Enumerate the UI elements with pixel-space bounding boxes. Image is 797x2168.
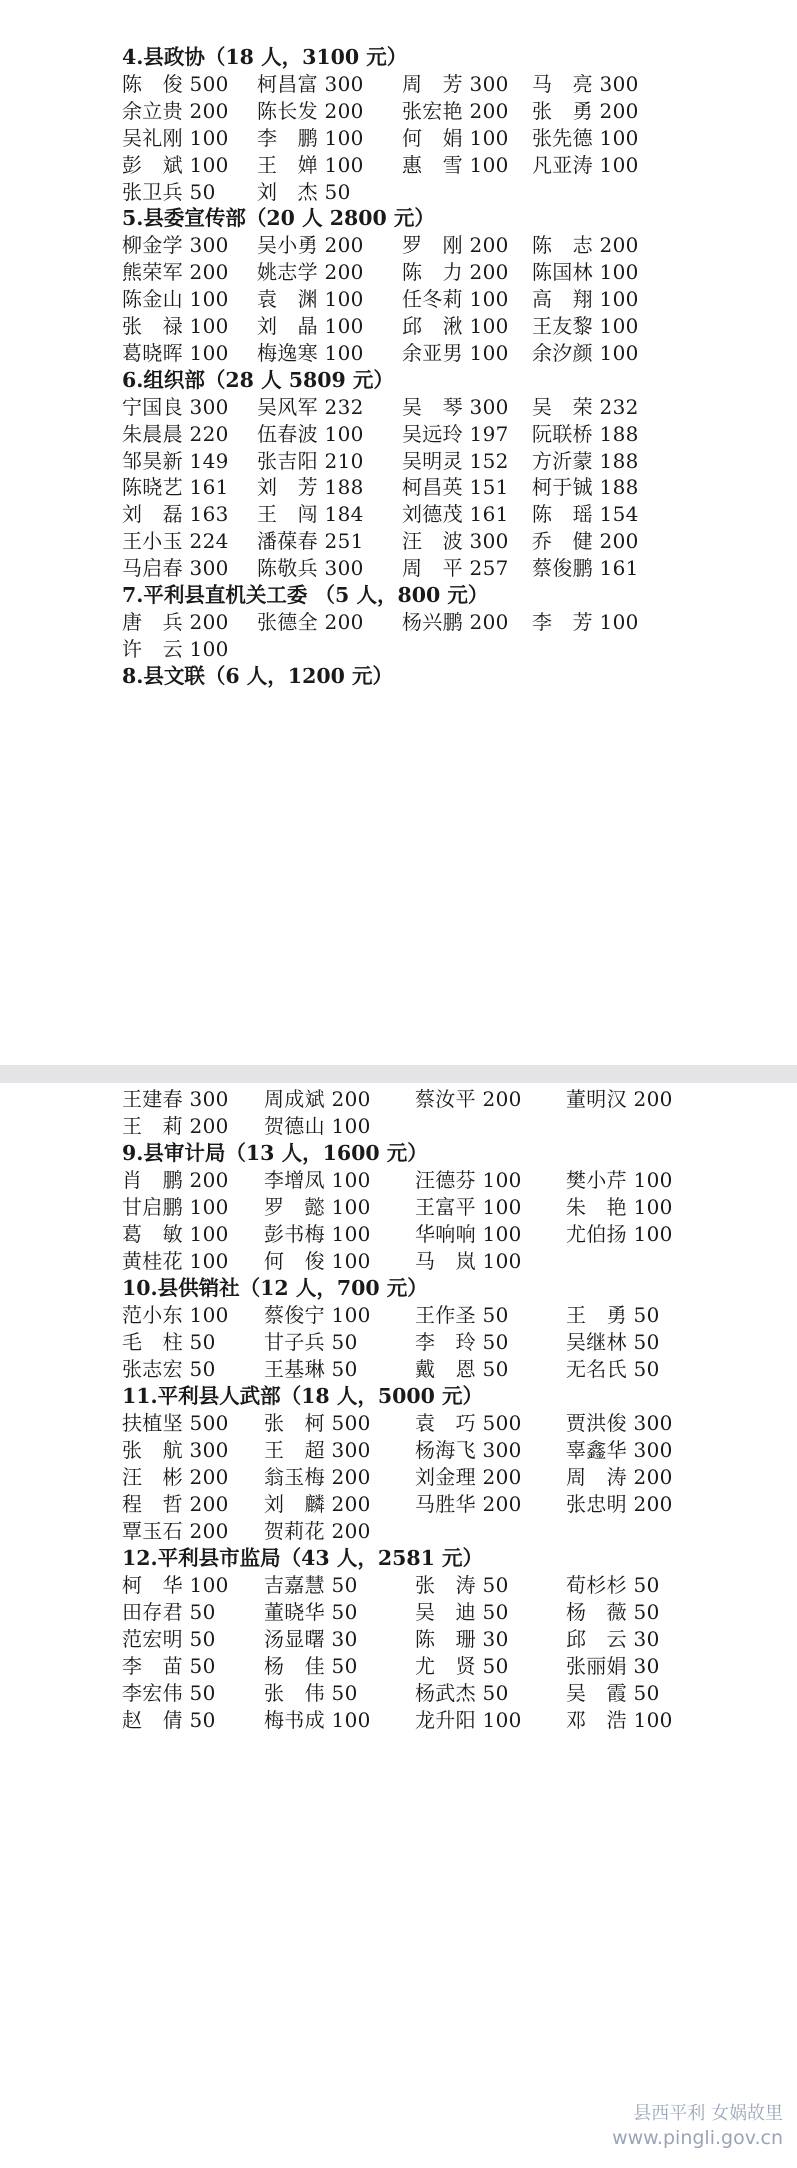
donor-entry: 杨海飞 300 — [415, 1438, 522, 1462]
donor-entry: 周 芳 300 — [402, 71, 509, 96]
section-heading: 5.县委宣传部（20 人 2800 元） — [122, 206, 435, 231]
donor-entry: 吴风军 232 — [257, 394, 364, 419]
donor-entry: 梅书成 100 — [264, 1708, 371, 1732]
donor-entry: 吴 霞 50 — [566, 1681, 660, 1705]
donor-entry: 范宏明 50 — [122, 1627, 216, 1651]
section-heading: 9.县审计局（13 人，1600 元） — [122, 1141, 428, 1165]
donor-entry: 袁 渊 100 — [257, 287, 364, 312]
donor-entry: 任冬莉 100 — [402, 287, 509, 312]
donor-entry: 方沂蒙 188 — [532, 448, 639, 473]
donor-entry: 高 翔 100 — [532, 287, 639, 312]
donor-entry: 彭 斌 100 — [122, 152, 229, 177]
donor-entry: 吴礼刚 100 — [122, 125, 229, 150]
donor-entry: 尤伯扬 100 — [566, 1222, 673, 1246]
donor-entry: 潘葆春 251 — [257, 529, 364, 554]
donor-entry: 辜鑫华 300 — [566, 1438, 673, 1462]
donor-entry: 汪德芬 100 — [415, 1168, 522, 1192]
section-heading: 11.平利县人武部（18 人，5000 元） — [122, 1384, 484, 1408]
donor-entry: 阮联桥 188 — [532, 421, 639, 446]
donor-entry: 张宏艳 200 — [402, 98, 509, 123]
donor-entry: 蔡汝平 200 — [415, 1087, 522, 1111]
donor-entry: 吴 荣 232 — [532, 394, 639, 419]
donor-entry: 葛晓晖 100 — [122, 340, 229, 365]
donor-entry: 张 航 300 — [122, 1438, 229, 1462]
donor-entry: 黄桂花 100 — [122, 1249, 229, 1273]
donor-entry: 吴远玲 197 — [402, 421, 509, 446]
donor-entry: 刘 芳 188 — [257, 475, 364, 500]
section-heading: 8.县文联（6 人，1200 元） — [122, 663, 393, 688]
donor-entry: 陈 珊 30 — [415, 1627, 509, 1651]
donor-entry: 刘金理 200 — [415, 1465, 522, 1489]
donor-entry: 吴继林 50 — [566, 1330, 660, 1354]
donor-entry: 龙升阳 100 — [415, 1708, 522, 1732]
donor-entry: 王 莉 200 — [122, 1114, 229, 1138]
donor-entry: 蔡俊鹏 161 — [532, 556, 639, 581]
donor-entry: 朱 艳 100 — [566, 1195, 673, 1219]
donor-entry: 李 鹏 100 — [257, 125, 364, 150]
donor-entry: 甘子兵 50 — [264, 1330, 358, 1354]
donor-entry: 李增凤 100 — [264, 1168, 371, 1192]
donor-entry: 伍春波 100 — [257, 421, 364, 446]
donor-entry: 程 哲 200 — [122, 1492, 229, 1516]
section-heading: 7.平利县直机关工委 （5 人，800 元） — [122, 583, 489, 607]
donor-entry: 柳金学 300 — [122, 233, 229, 258]
donor-entry: 王 闯 184 — [257, 502, 364, 527]
donor-entry: 马 岚 100 — [415, 1249, 522, 1273]
donor-entry: 张先德 100 — [532, 125, 639, 150]
donor-entry: 王 婵 100 — [257, 152, 364, 177]
donor-entry: 汤显曙 30 — [264, 1627, 358, 1651]
donor-entry: 刘 杰 50 — [257, 179, 351, 204]
section-heading: 4.县政协（18 人，3100 元） — [122, 45, 408, 69]
document-page-2 — [0, 1083, 797, 2168]
donor-entry: 张德全 200 — [257, 609, 364, 634]
donor-entry: 何 俊 100 — [264, 1249, 371, 1273]
donor-entry: 张 涛 50 — [415, 1573, 509, 1597]
donor-entry: 张 勇 200 — [532, 98, 639, 123]
donor-entry: 王小玉 224 — [122, 529, 229, 554]
donor-entry: 邓 浩 100 — [566, 1708, 673, 1732]
donor-entry: 陈 瑶 154 — [532, 502, 639, 527]
donor-entry: 汪 波 300 — [402, 529, 509, 554]
donor-entry: 王基琳 50 — [264, 1357, 358, 1381]
donor-entry: 唐 兵 200 — [122, 609, 229, 634]
donor-entry: 惠 雪 100 — [402, 152, 509, 177]
donor-entry: 陈敬兵 300 — [257, 556, 364, 581]
watermark-text: 县西平利 女娲故里 — [633, 2103, 783, 2124]
donor-entry: 柯于铖 188 — [532, 475, 639, 500]
donor-entry: 覃玉石 200 — [122, 1519, 229, 1543]
donor-entry: 熊荣军 200 — [122, 260, 229, 285]
donor-entry: 李宏伟 50 — [122, 1681, 216, 1705]
donor-entry: 陈金山 100 — [122, 287, 229, 312]
donor-entry: 朱晨晨 220 — [122, 421, 229, 446]
donor-entry: 王富平 100 — [415, 1195, 522, 1219]
donor-entry: 刘 晶 100 — [257, 314, 364, 338]
donor-entry: 陈晓艺 161 — [122, 475, 229, 500]
donor-entry: 刘 磊 163 — [122, 502, 229, 527]
donor-entry: 袁 巧 500 — [415, 1411, 522, 1435]
donor-entry: 贺德山 100 — [264, 1114, 371, 1138]
donor-entry: 贾洪俊 300 — [566, 1411, 673, 1435]
donor-entry: 马 亮 300 — [532, 71, 639, 96]
donor-entry: 吴 琴 300 — [402, 394, 509, 419]
donor-entry: 吉嘉慧 50 — [264, 1573, 358, 1597]
donor-entry: 马启春 300 — [122, 556, 229, 581]
section-heading: 10.县供销社（12 人，700 元） — [122, 1276, 428, 1300]
donor-entry: 姚志学 200 — [257, 260, 364, 285]
watermark-url: www.pingli.gov.cn — [612, 2127, 783, 2149]
donor-entry: 陈 志 200 — [532, 233, 639, 258]
donor-row — [122, 1703, 777, 1737]
donor-entry: 李 芳 100 — [532, 609, 639, 634]
donor-entry: 李 苗 50 — [122, 1654, 216, 1678]
donor-entry: 杨武杰 50 — [415, 1681, 509, 1705]
donor-entry: 余立贵 200 — [122, 98, 229, 123]
donor-entry: 汪 彬 200 — [122, 1465, 229, 1489]
donor-entry: 范小东 100 — [122, 1303, 229, 1327]
donor-entry: 无名氏 50 — [566, 1357, 660, 1381]
donor-entry: 尤 贤 50 — [415, 1654, 509, 1678]
donor-entry: 杨兴鹏 200 — [402, 609, 509, 634]
donor-entry: 张志宏 50 — [122, 1357, 216, 1381]
donor-entry: 吴明灵 152 — [402, 448, 509, 473]
donor-entry: 邱 湫 100 — [402, 314, 509, 338]
donor-entry: 荀杉杉 50 — [566, 1573, 660, 1597]
donor-entry: 华响响 100 — [415, 1222, 522, 1246]
donor-entry: 马胜华 200 — [415, 1492, 522, 1516]
document-page-1 — [0, 0, 797, 1065]
donor-entry: 周成斌 200 — [264, 1087, 371, 1111]
donor-entry: 张 柯 500 — [264, 1411, 371, 1435]
donor-entry: 肖 鹏 200 — [122, 1168, 229, 1192]
donor-entry: 罗 刚 200 — [402, 233, 509, 258]
donor-entry: 葛 敏 100 — [122, 1222, 229, 1246]
donor-entry: 刘 麟 200 — [264, 1492, 371, 1516]
donor-entry: 罗 懿 100 — [264, 1195, 371, 1219]
donor-entry: 乔 健 200 — [532, 529, 639, 554]
donor-entry: 王建春 300 — [122, 1087, 229, 1111]
section-heading: 12.平利县市监局（43 人，2581 元） — [122, 1546, 484, 1570]
donor-entry: 董明汉 200 — [566, 1087, 673, 1111]
donor-entry: 周 涛 200 — [566, 1465, 673, 1489]
donor-entry: 吴 迪 50 — [415, 1600, 509, 1624]
donor-entry: 柯昌英 151 — [402, 475, 509, 500]
donor-entry: 毛 柱 50 — [122, 1330, 216, 1354]
donor-entry: 王 超 300 — [264, 1438, 371, 1462]
donor-entry: 张丽娟 30 — [566, 1654, 660, 1678]
donor-entry: 董晓华 50 — [264, 1600, 358, 1624]
donor-entry: 吴小勇 200 — [257, 233, 364, 258]
donor-entry: 宁国良 300 — [122, 394, 229, 419]
donor-entry: 彭书梅 100 — [264, 1222, 371, 1246]
donor-entry: 梅逸寒 100 — [257, 340, 364, 365]
donor-entry: 王作圣 50 — [415, 1303, 509, 1327]
donor-entry: 刘德茂 161 — [402, 502, 509, 527]
donor-entry: 邹昊新 149 — [122, 448, 229, 473]
donor-entry: 陈 力 200 — [402, 260, 509, 285]
donor-entry: 张 伟 50 — [264, 1681, 358, 1705]
donor-entry: 杨 薇 50 — [566, 1600, 660, 1624]
donor-entry: 翁玉梅 200 — [264, 1465, 371, 1489]
donor-entry: 田存君 50 — [122, 1600, 216, 1624]
donor-entry: 张吉阳 210 — [257, 448, 364, 473]
donor-entry: 贺莉花 200 — [264, 1519, 371, 1543]
donor-entry: 樊小芹 100 — [566, 1168, 673, 1192]
donor-entry: 杨 佳 50 — [264, 1654, 358, 1678]
donor-entry: 蔡俊宁 100 — [264, 1303, 371, 1327]
donor-entry: 张卫兵 50 — [122, 179, 216, 204]
donor-entry: 邱 云 30 — [566, 1627, 660, 1651]
donor-entry: 戴 恩 50 — [415, 1357, 509, 1381]
donor-entry: 何 娟 100 — [402, 125, 509, 150]
donor-entry: 李 玲 50 — [415, 1330, 509, 1354]
donor-entry: 柯昌富 300 — [257, 71, 364, 96]
donor-entry: 凡亚涛 100 — [532, 152, 639, 177]
donor-entry: 余亚男 100 — [402, 340, 509, 365]
site-watermark — [612, 2102, 783, 2150]
donor-entry: 张 禄 100 — [122, 314, 229, 338]
section-heading: 6.组织部（28 人 5809 元） — [122, 367, 394, 392]
donor-entry: 柯 华 100 — [122, 1573, 229, 1597]
donor-entry: 王 勇 50 — [566, 1303, 660, 1327]
donor-entry: 余汐颜 100 — [532, 340, 639, 365]
donor-entry: 张忠明 200 — [566, 1492, 673, 1516]
donor-entry: 陈国林 100 — [532, 260, 639, 285]
donor-entry: 陈 俊 500 — [122, 71, 229, 96]
donor-entry: 王友黎 100 — [532, 314, 639, 338]
donor-entry: 周 平 257 — [402, 556, 509, 581]
donor-entry: 赵 倩 50 — [122, 1708, 216, 1732]
donor-entry: 陈长发 200 — [257, 98, 364, 123]
donor-entry: 许 云 100 — [122, 636, 229, 661]
donor-entry: 扶植坚 500 — [122, 1411, 229, 1435]
donor-entry: 甘启鹏 100 — [122, 1195, 229, 1219]
